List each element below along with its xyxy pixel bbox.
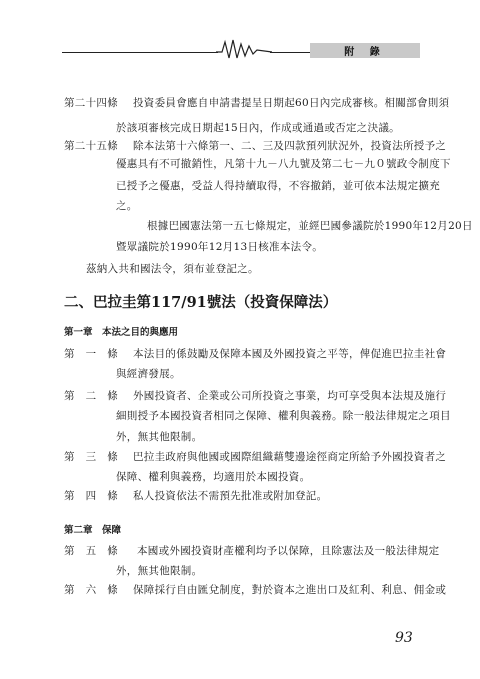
chapter-heading: 第一章 本法之目的與應用 [64,327,179,338]
article-number: 第 一 條 [64,348,118,360]
article-number: 第 三 條 [64,451,118,463]
article-number: 第二十四條 [64,97,118,109]
paragraph-line: 根據巴國憲法第一五七條規定，並經巴國參議院於1990年12月20日 [147,220,473,232]
paragraph-line: 除本法第十六條第一、二、三及四款預列狀況外，投資法所授予之 [133,140,447,152]
header-rule-right [270,52,310,53]
section-title: 二、巴拉圭第117/91號法（投資保障法） [64,294,338,311]
paragraph-line: 巴拉圭政府與他國或國際組織藉雙邊途徑商定所給予外國投資者之 [133,451,447,463]
chapter-heading: 第二章 保障 [64,525,122,536]
paragraph-line: 私人投資依法不需預先批准或附加登記。 [133,490,328,502]
paragraph-line: 之。 [116,200,138,212]
article-number: 第 六 條 [64,584,118,596]
heartbeat-icon [216,38,272,60]
paragraph-line: 外，無其他限制。 [116,565,203,577]
article-number: 第 四 條 [64,490,118,502]
paragraph-line: 保障、權利與義務，均適用於本國投資。 [116,471,311,483]
paragraph-line: 暨眾議院於1990年12月13日核准本法令。 [116,241,324,253]
paragraph-line: 外，無其他限制。 [116,431,203,443]
paragraph-line: 外國投資者、企業或公司所投資之事業，均可享受與本法規及施行 [133,390,447,402]
paragraph-line: 優惠具有不可撤銷性，凡第十九－八九號及第二七－九０號政令制度下 [116,158,451,170]
paragraph-line: 本國或外國投資財產權利均予以保障，且除憲法及一般法律規定 [137,545,440,557]
paragraph-line: 茲納入共和國法令，須布並登記之。 [86,263,259,275]
paragraph-line: 於該項審核完成日期起15日內，作成或通過或否定之決議。 [116,122,400,134]
paragraph-line: 已授予之優惠，受益人得持續取得，不容撤銷，並可依本法規定擴充 [116,180,440,192]
appendix-tab: 附 錄 [310,43,420,58]
paragraph-line: 細則授予本國投資者相同之保障、權利與義務。除一般法律規定之項目 [116,410,451,422]
page-number: 93 [395,630,413,646]
paragraph-line: 投資委員會應自申請書提呈日期起60日內完成審核。相關部會則須 [133,97,450,109]
article-number: 第二十五條 [64,140,118,152]
paragraph-line: 與經濟發展。 [116,368,181,380]
header-rule-left [62,52,218,53]
paragraph-line: 本法目的係鼓勵及保障本國及外國投資之平等，俾促進巴拉圭社會 [133,348,447,360]
paragraph-line: 保障採行自由匯兌制度，對於資本之進出口及紅利、利息、佣金或 [133,584,447,596]
article-number: 第 二 條 [64,390,118,402]
article-number: 第 五 條 [64,545,118,557]
